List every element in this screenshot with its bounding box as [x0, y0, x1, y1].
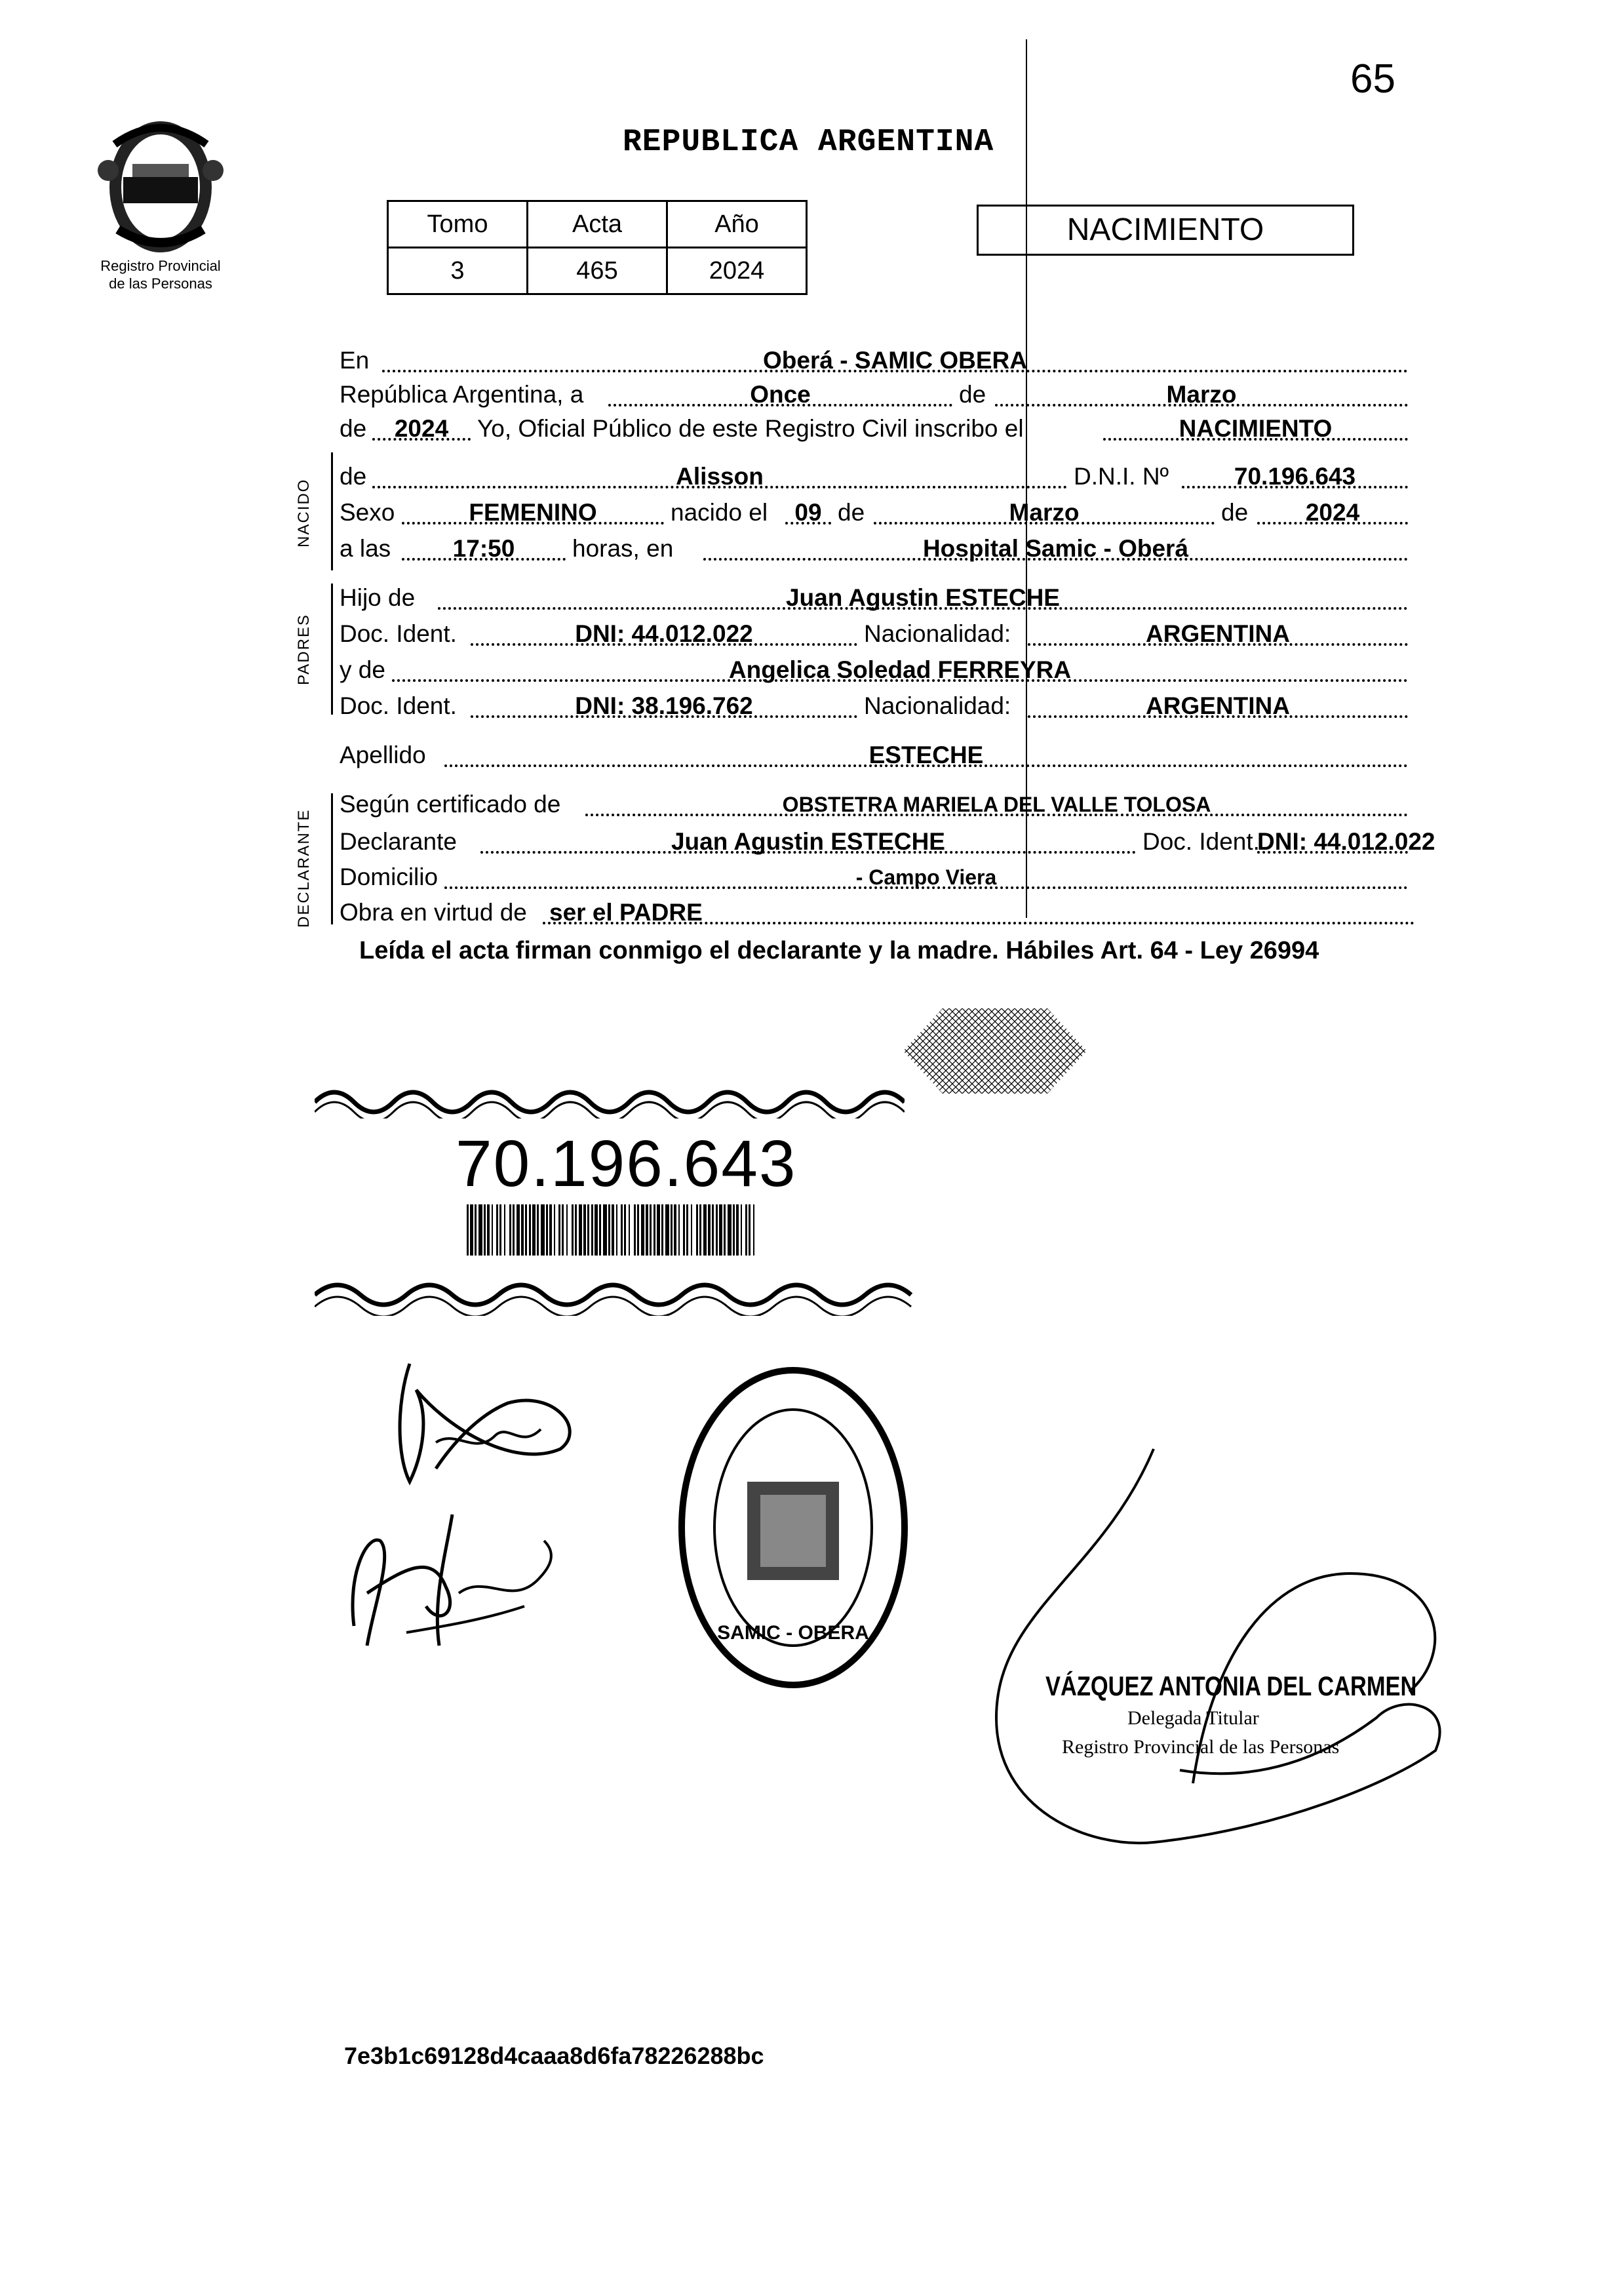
- value-capacity: ser el PADRE: [543, 898, 1414, 924]
- label-a-las: a las: [340, 535, 391, 562]
- padres-bracket: [331, 584, 333, 715]
- value-certifier: OBSTETRA MARIELA DEL VALLE TOLOSA: [585, 790, 1408, 816]
- register-header-ano: Año: [667, 201, 807, 248]
- label-republica: República Argentina, a: [340, 381, 584, 408]
- register-table: [387, 200, 808, 295]
- barcode-bar: [492, 1204, 493, 1256]
- barcode-bar: [736, 1204, 739, 1256]
- label-father-doc: Doc. Ident.: [340, 620, 457, 647]
- barcode-bar: [712, 1204, 714, 1256]
- label-obra: Obra en virtud de: [340, 899, 527, 926]
- barcode-bar: [546, 1204, 548, 1256]
- value-declarant-doc: DNI: 44.012.022: [1257, 828, 1435, 855]
- value-birth-day: 09: [785, 498, 831, 525]
- side-label-declarante: DECLARANTE: [295, 808, 313, 928]
- label-de-year: de: [340, 415, 367, 442]
- seal-text: SAMIC - OBERA: [717, 1622, 869, 1644]
- value-father-doc: DNI: 44.012.022: [471, 620, 857, 646]
- closing-statement: Leída el acta firman conmigo el declarante y la madre. Hábiles Art. 64 - Ley 26994: [359, 937, 1319, 964]
- official-seal: [669, 1357, 918, 1698]
- barcode-bar: [470, 1204, 473, 1256]
- barcode-bar: [554, 1204, 555, 1256]
- barcode-bar: [674, 1204, 676, 1256]
- label-en: En: [340, 347, 370, 374]
- label-de-birth-year: de: [1221, 499, 1249, 526]
- label-yo: Yo, Oficial Público de este Registro Civil inscribo el: [477, 415, 1024, 442]
- barcode-bar: [696, 1204, 698, 1256]
- org-line-1: Registro Provincial: [100, 258, 221, 274]
- side-label-nacido: NACIDO: [295, 478, 313, 547]
- barcode-bar: [608, 1204, 610, 1256]
- label-de-birth-month: de: [838, 499, 865, 526]
- value-birth-time: 17:50: [402, 534, 566, 561]
- official-name: VÁZQUEZ ANTONIA DEL CARMEN: [1045, 1671, 1417, 1701]
- line-capacity: [340, 898, 1408, 927]
- value-declarant: Juan Agustin ESTECHE: [480, 827, 1136, 854]
- fold-line: [1026, 39, 1027, 918]
- org-name: [72, 257, 249, 292]
- label-nacido: nacido el: [671, 499, 768, 526]
- line-declarant: [340, 827, 1435, 856]
- barcode-bar: [496, 1204, 498, 1256]
- barcode-bar: [521, 1204, 524, 1256]
- barcode-bar: [728, 1204, 731, 1256]
- value-birth-year: 2024: [1257, 498, 1408, 525]
- barcode-bar: [653, 1204, 655, 1256]
- barcode-bar: [562, 1204, 564, 1256]
- barcode-bar: [558, 1204, 560, 1256]
- security-hatch-pattern: [903, 1008, 1087, 1094]
- barcode-bar: [719, 1204, 722, 1256]
- barcode: [467, 1204, 755, 1256]
- value-birth-month: Marzo: [874, 498, 1215, 525]
- barcode-bar: [616, 1204, 617, 1256]
- barcode-bar: [646, 1204, 648, 1256]
- org-line-2: de las Personas: [109, 275, 212, 292]
- barcode-bar: [572, 1204, 574, 1256]
- value-father-nat: ARGENTINA: [1028, 620, 1408, 646]
- declarante-bracket: [331, 793, 333, 924]
- line-year: [340, 414, 1408, 443]
- barcode-bar: [537, 1204, 539, 1256]
- barcode-bar: [686, 1204, 688, 1256]
- value-mother-doc: DNI: 38.196.762: [471, 692, 857, 718]
- security-wave-bottom: [315, 1275, 924, 1316]
- line-sex: [340, 498, 1408, 527]
- label-dni: D.N.I. Nº: [1074, 463, 1169, 490]
- barcode-bar: [657, 1204, 660, 1256]
- barcode-bar: [691, 1204, 692, 1256]
- line-father: [340, 584, 1408, 612]
- value-address: - Campo Viera: [444, 863, 1408, 889]
- barcode-bar: [513, 1204, 515, 1256]
- barcode-bar: [716, 1204, 718, 1256]
- barcode-bar: [509, 1204, 511, 1256]
- security-wave-top: [315, 1079, 905, 1118]
- barcode-bar: [703, 1204, 707, 1256]
- barcode-bar: [612, 1204, 614, 1256]
- label-mother-nat: Nacionalidad:: [864, 692, 1011, 719]
- label-mother-doc: Doc. Ident.: [340, 692, 457, 719]
- barcode-bar: [595, 1204, 598, 1256]
- barcode-bar: [566, 1204, 568, 1256]
- line-date: [340, 380, 1408, 409]
- page-number: 65: [1350, 56, 1395, 102]
- value-mother-name: Angelica Soledad FERREYRA: [392, 656, 1408, 682]
- barcode-bar: [699, 1204, 701, 1256]
- barcode-bar: [753, 1204, 754, 1256]
- value-name: Alisson: [372, 462, 1067, 488]
- official-title: Delegada Titular: [1127, 1707, 1259, 1729]
- province-seal-logo: [85, 111, 236, 262]
- register-header-tomo: Tomo: [388, 201, 528, 248]
- barcode-bar: [549, 1204, 552, 1256]
- label-de-month: de: [959, 381, 986, 408]
- id-stamp-number: 70.196.643: [456, 1127, 797, 1200]
- signature-mother: [328, 1475, 564, 1672]
- value-father-name: Juan Agustin ESTECHE: [438, 584, 1408, 610]
- barcode-bar: [532, 1204, 536, 1256]
- line-father-doc: [340, 620, 1408, 648]
- barcode-bar: [475, 1204, 477, 1256]
- document-hash: 7e3b1c69128d4caaa8d6fa78226288bc: [344, 2042, 764, 2069]
- country-heading: REPUBLICA ARGENTINA: [623, 125, 994, 160]
- barcode-bar: [487, 1204, 490, 1256]
- barcode-bar: [478, 1204, 482, 1256]
- barcode-bar: [591, 1204, 593, 1256]
- register-header-acta: Acta: [528, 201, 667, 248]
- barcode-bar: [671, 1204, 673, 1256]
- line-address: [340, 863, 1408, 892]
- value-sex: FEMENINO: [402, 498, 664, 525]
- label-y-de: y de: [340, 656, 385, 683]
- nacido-bracket: [331, 452, 333, 570]
- line-name: [340, 462, 1408, 491]
- barcode-bar: [741, 1204, 742, 1256]
- line-surname: [340, 741, 1408, 770]
- barcode-bar: [683, 1204, 685, 1256]
- line-en: [340, 346, 1408, 375]
- register-value-tomo: 3: [388, 248, 528, 294]
- value-event: NACIMIENTO: [1103, 414, 1408, 441]
- barcode-bar: [708, 1204, 711, 1256]
- value-year: 2024: [372, 414, 471, 441]
- line-time: [340, 534, 1408, 563]
- label-father-nat: Nacionalidad:: [864, 620, 1011, 647]
- barcode-bar: [575, 1204, 577, 1256]
- label-declarante: Declarante: [340, 828, 457, 855]
- barcode-bar: [541, 1204, 545, 1256]
- barcode-bar: [641, 1204, 644, 1256]
- line-mother-doc: [340, 692, 1408, 721]
- barcode-bar: [634, 1204, 636, 1256]
- barcode-bar: [499, 1204, 501, 1256]
- barcode-bar: [621, 1204, 623, 1256]
- register-value-ano: 2024: [667, 248, 807, 294]
- label-domicilio: Domicilio: [340, 863, 439, 890]
- barcode-bar: [665, 1204, 669, 1256]
- record-type-box: NACIMIENTO: [977, 205, 1354, 256]
- label-horas: horas, en: [572, 535, 674, 562]
- value-day: Once: [608, 380, 952, 406]
- value-place: Oberá - SAMIC OBERA: [382, 346, 1408, 372]
- barcode-bar: [599, 1204, 601, 1256]
- side-label-padres: PADRES: [295, 614, 313, 685]
- value-mother-nat: ARGENTINA: [1028, 692, 1408, 718]
- barcode-bar: [624, 1204, 626, 1256]
- barcode-bar: [484, 1204, 486, 1256]
- barcode-bar: [637, 1204, 639, 1256]
- label-apellido: Apellido: [340, 742, 426, 768]
- barcode-bar: [525, 1204, 527, 1256]
- barcode-bar: [504, 1204, 505, 1256]
- register-value-acta: 465: [528, 248, 667, 294]
- label-declarant-doc: Doc. Ident.: [1142, 828, 1260, 855]
- line-mother: [340, 656, 1408, 684]
- value-surname: ESTECHE: [444, 741, 1408, 767]
- barcode-bar: [678, 1204, 680, 1256]
- label-segun: Según certificado de: [340, 791, 561, 818]
- line-certifier: [340, 790, 1408, 819]
- barcode-bar: [517, 1204, 520, 1256]
- barcode-bar: [587, 1204, 589, 1256]
- label-de-name: de: [340, 463, 367, 490]
- value-month: Marzo: [995, 380, 1408, 406]
- barcode-bar: [661, 1204, 663, 1256]
- label-hijo-de: Hijo de: [340, 584, 416, 611]
- barcode-bar: [749, 1204, 751, 1256]
- barcode-bar: [467, 1204, 469, 1256]
- barcode-bar: [745, 1204, 747, 1256]
- value-birth-place: Hospital Samic - Oberá: [703, 534, 1408, 561]
- barcode-bar: [529, 1204, 531, 1256]
- label-sexo: Sexo: [340, 499, 395, 526]
- barcode-bar: [650, 1204, 652, 1256]
- barcode-bar: [583, 1204, 586, 1256]
- barcode-bar: [733, 1204, 735, 1256]
- barcode-bar: [603, 1204, 607, 1256]
- barcode-bar: [724, 1204, 726, 1256]
- official-org: Registro Provincial de las Personas: [1062, 1736, 1340, 1758]
- barcode-bar: [579, 1204, 582, 1256]
- barcode-bar: [629, 1204, 630, 1256]
- value-dni: 70.196.643: [1182, 462, 1408, 488]
